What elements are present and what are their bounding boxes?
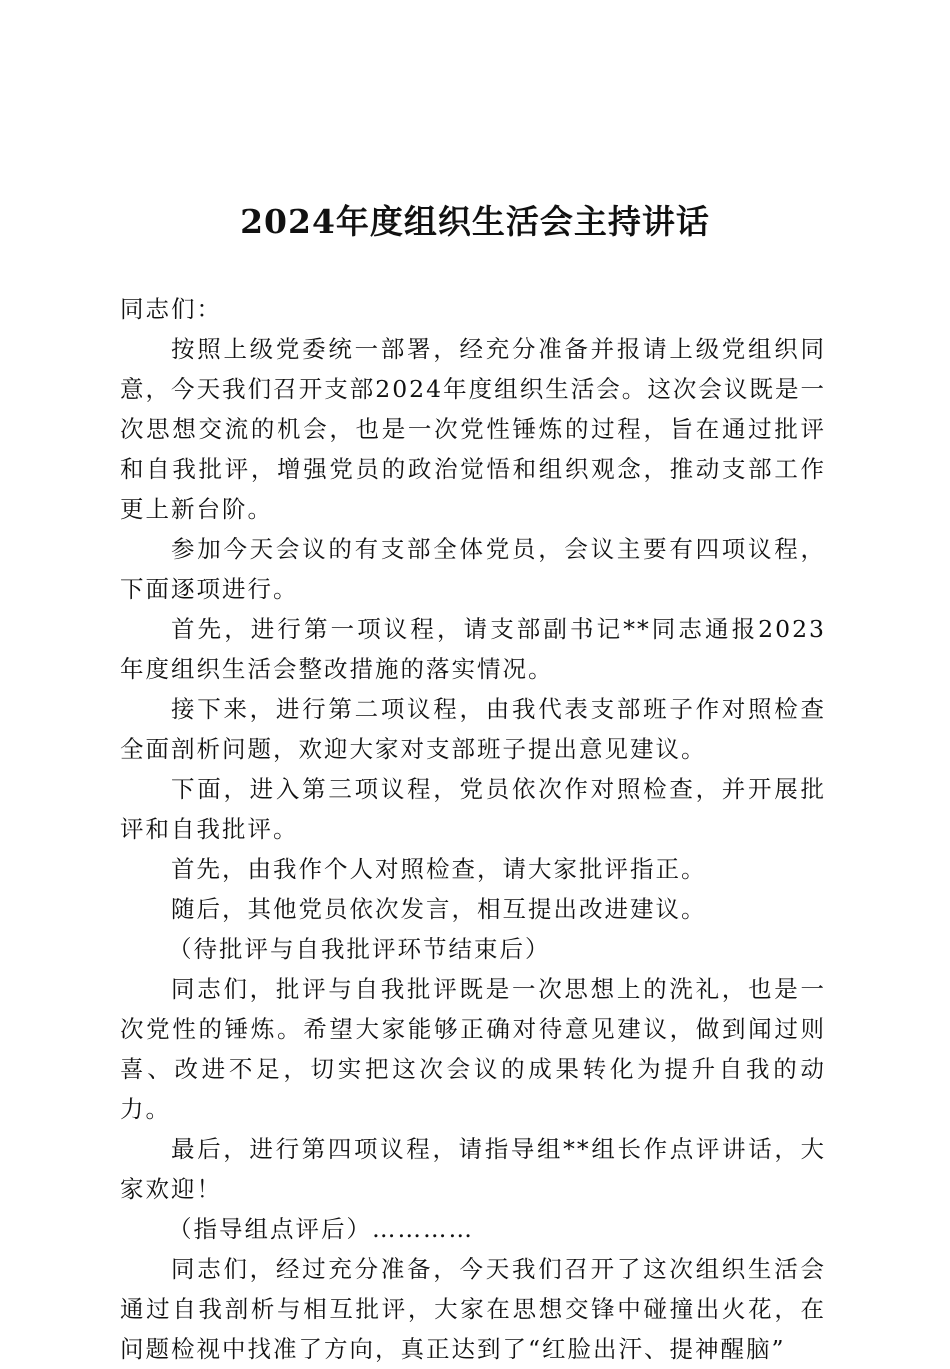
paragraph: 同志们，经过充分准备，今天我们召开了这次组织生活会通过自我剖析与相互批评，大家在思想交锋中碰撞出火花，在问题检视中找准了方向，真正达到了“红脸出汗、提神醒脑”: [120, 1255, 826, 1363]
salutation: 同志们：: [120, 295, 222, 323]
paragraph: （指导组点评后）…………: [168, 1215, 474, 1243]
document-body: [120, 289, 826, 1369]
paragraph: 最后，进行第四项议程，请指导组**组长作点评讲话，大家欢迎！: [120, 1135, 826, 1203]
paragraph: 下面，进入第三项议程，党员依次作对照检查，并开展批评和自我批评。: [120, 775, 826, 843]
paragraph: 参加今天会议的有支部全体党员，会议主要有四项议程，下面逐项进行。: [120, 535, 826, 603]
paragraph: 首先，进行第一项议程，请支部副书记**同志通报2023年度组织生活会整改措施的落实情况。: [120, 615, 826, 683]
paragraph: 首先，由我作个人对照检查，请大家批评指正。: [171, 855, 707, 883]
paragraph: 接下来，进行第二项议程，由我代表支部班子作对照检查全面剖析问题，欢迎大家对支部班子提出意见建议。: [120, 695, 826, 763]
paragraph: 按照上级党委统一部署，经充分准备并报请上级党组织同意，今天我们召开支部2024年度组织生活会。这次会议既是一次思想交流的机会，也是一次党性锤炼的过程，旨在通过批评和自我批评，增强党员的政治觉悟和组织观念，推动支部工作更上新台阶。: [120, 335, 826, 523]
paragraph: （待批评与自我批评环节结束后）: [168, 935, 551, 963]
paragraph: 随后，其他党员依次发言，相互提出改进建议。: [171, 895, 707, 923]
paragraph: 同志们，批评与自我批评既是一次思想上的洗礼，也是一次党性的锤炼。希望大家能够正确对待意见建议，做到闻过则喜、改进不足，切实把这次会议的成果转化为提升自我的动力。: [120, 975, 826, 1123]
document-title: 2024年度组织生活会主持讲话: [240, 202, 710, 241]
